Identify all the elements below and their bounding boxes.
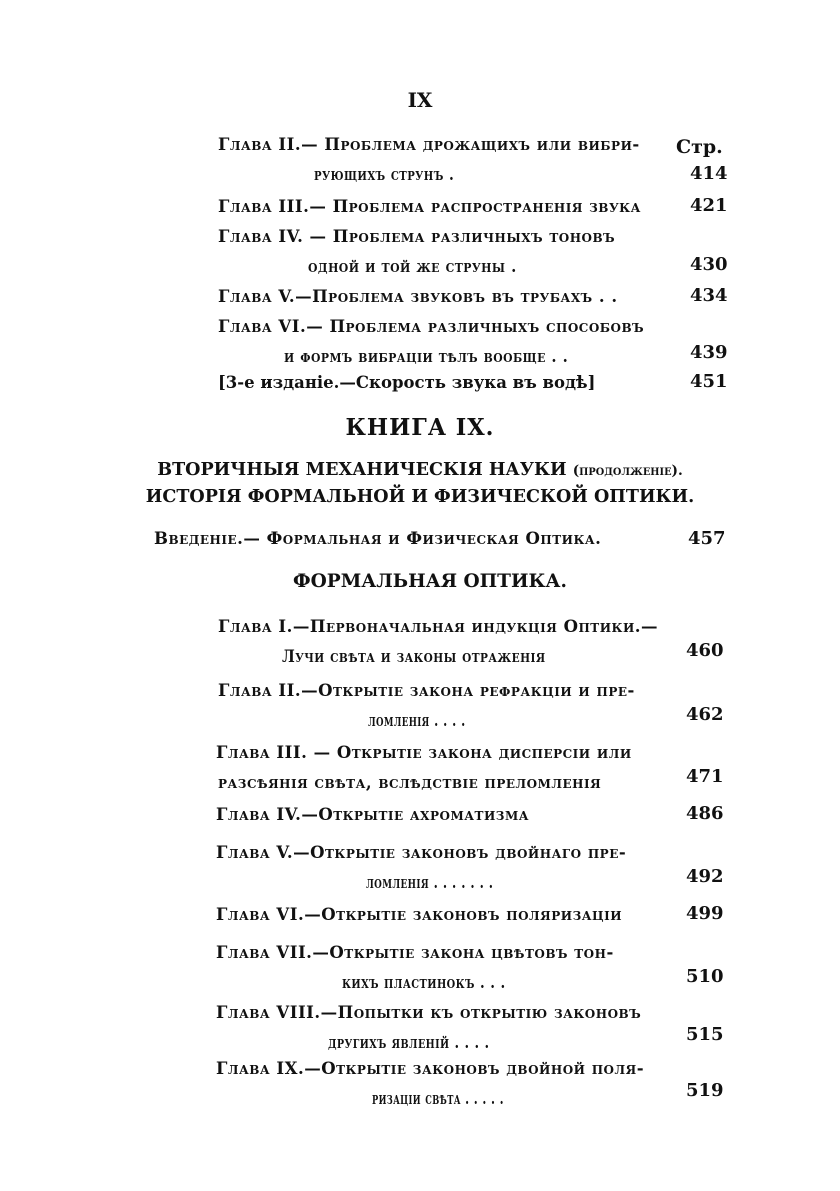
toc-entry-line1: Глава VIII.—Попытки къ открытію законовъ xyxy=(216,1003,642,1022)
toc-entry xyxy=(218,368,595,398)
toc-page-number: 430 xyxy=(690,254,728,275)
toc-entry xyxy=(218,312,644,372)
toc-entry-line2: ризаціи свѣта . . . . . xyxy=(372,1089,504,1108)
toc-page-number: 451 xyxy=(690,371,728,392)
toc-entry xyxy=(218,612,658,672)
toc-entry-line1: Глава VI.—Открытіе законовъ поляризаціи xyxy=(216,905,623,924)
page-number: IX xyxy=(407,88,433,112)
book-subtitle-text: ВТОРИЧНЫЯ МЕХАНИЧЕСКІЯ НАУКИ xyxy=(157,459,567,480)
toc-page-number: 471 xyxy=(686,766,724,787)
toc-page-number: 457 xyxy=(688,528,726,549)
toc-entry-line2: Лучи свѣта и законы отраженія xyxy=(282,647,546,666)
section-title: ФОРМАЛЬНАЯ ОПТИКА. xyxy=(293,570,567,592)
toc-entry-line1: [3-е изданіе.—Скорость звука въ водѣ] xyxy=(218,373,596,392)
toc-entry xyxy=(218,192,641,222)
toc-page-number: 434 xyxy=(690,285,728,306)
toc-entry-line2: разсѣянія свѣта, вслѣдствіе преломленія xyxy=(218,773,602,792)
toc-entry-line1: Глава III.— Проблема распространенія звука xyxy=(218,197,641,216)
book-subtitle-continued: (продолженіе). xyxy=(572,463,683,479)
toc-entry-line2: и формъ вибраціи тѣлъ вообще . . xyxy=(284,347,569,366)
toc-entry-line2: кихъ пластинокъ . . . xyxy=(342,973,506,992)
toc-entry-line1: Глава II.— Проблема дрожащихъ или вибри- xyxy=(218,135,640,154)
toc-page-number: 499 xyxy=(686,903,724,924)
toc-entry xyxy=(216,838,626,898)
book-subtitle-line1 xyxy=(10,459,830,480)
toc-entry-line1: Глава VI.— Проблема различныхъ способовъ xyxy=(218,317,645,336)
toc-entry-line1: Глава I.—Первоначальная индукція Оптики.— xyxy=(218,617,659,636)
toc-entry xyxy=(216,738,632,798)
toc-entry xyxy=(218,222,615,282)
toc-entry xyxy=(216,1054,644,1114)
toc-entry xyxy=(216,800,529,830)
toc-page-number: 460 xyxy=(686,640,724,661)
toc-page-number: 515 xyxy=(686,1024,724,1045)
toc-page-number: 414 xyxy=(690,163,728,184)
toc-page-number: 486 xyxy=(686,803,724,824)
page-column-header: Стр. xyxy=(676,136,723,158)
toc-entry-line1: Глава V.—Проблема звуковъ въ трубахъ . . xyxy=(218,287,618,306)
toc-entry-line2: рующихъ струнъ . xyxy=(314,165,455,184)
toc-entry-line1: Глава III. — Открытіе закона дисперсіи или xyxy=(216,743,632,762)
toc-entry xyxy=(216,998,641,1058)
toc-entry xyxy=(218,676,635,736)
toc-entry-line1: Глава VII.—Открытіе закона цвѣтовъ тон- xyxy=(216,943,614,962)
toc-entry-line2: ломленія . . . . . . . xyxy=(366,873,494,892)
book-title: КНИГА IX. xyxy=(345,414,495,441)
toc-entry-line1: Глава IX.—Открытіе законовъ двойной поля- xyxy=(216,1059,645,1078)
toc-page-number: 462 xyxy=(686,704,724,725)
toc-page-number: 421 xyxy=(690,195,728,216)
toc-page-number: 492 xyxy=(686,866,724,887)
toc-entry-line2: ломленія . . . . xyxy=(368,711,466,730)
toc-entry-line2: другихъ явленій . . . . xyxy=(328,1033,490,1052)
toc-intro-entry xyxy=(154,524,601,554)
toc-entry-line2: одной и той же струны . xyxy=(308,257,517,276)
toc-entry-line1: Введеніе.— Формальная и Физическая Оптика. xyxy=(154,529,602,548)
toc-page-number: 519 xyxy=(686,1080,724,1101)
toc-entry xyxy=(216,938,614,998)
book-subtitle-line2: ИСТОРІЯ ФОРМАЛЬНОЙ И ФИЗИЧЕСКОЙ ОПТИКИ. xyxy=(145,486,695,507)
toc-page-number: 439 xyxy=(690,342,728,363)
toc-page-number: 510 xyxy=(686,966,724,987)
toc-entry-line1: Глава IV.—Открытіе ахроматизма xyxy=(216,805,530,824)
toc-entry xyxy=(218,282,618,312)
toc-entry-line1: Глава II.—Открытіе закона рефракціи и пре- xyxy=(218,681,635,700)
toc-entry xyxy=(218,130,640,190)
toc-entry xyxy=(216,900,622,930)
toc-entry-line1: Глава IV. — Проблема различныхъ тоновъ xyxy=(218,227,616,246)
toc-entry-line1: Глава V.—Открытіе законовъ двойнаго пре- xyxy=(216,843,627,862)
